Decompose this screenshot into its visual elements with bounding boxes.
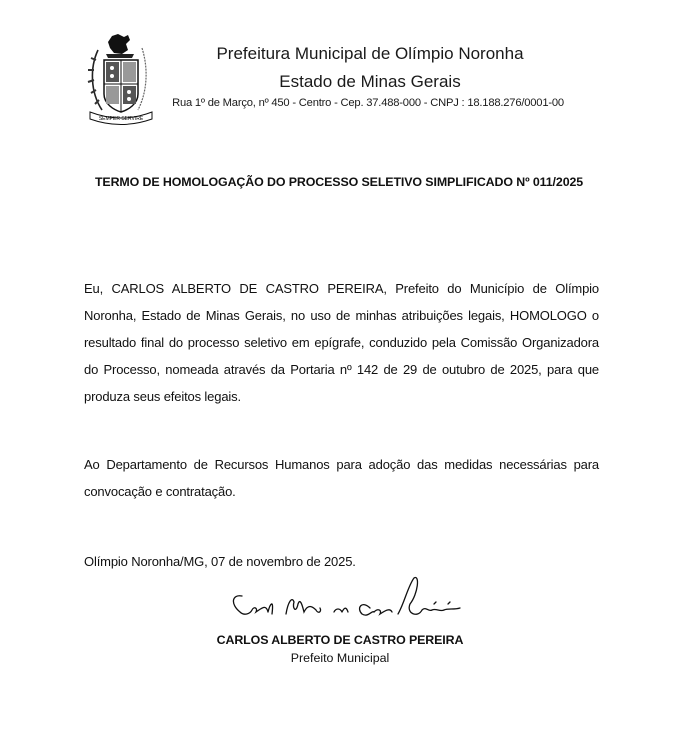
- municipal-coat-of-arms-icon: [84, 32, 158, 127]
- handwritten-signature-icon: [222, 574, 472, 634]
- place-date: Olímpio Noronha/MG, 07 de novembro de 2025.: [84, 554, 356, 569]
- state-name: Estado de Minas Gerais: [279, 72, 461, 91]
- homologation-paragraph: Eu, CARLOS ALBERTO DE CASTRO PEREIRA, Prefeito do Município de Olímpio Noronha, Estado de Minas Gerais, no uso de minhas atribuições legais, HOMOLOGO o resultado final do processo seletivo em epígrafe, conduzido pela Comissão Organizadora do Processo, nomeada através da Portaria nº 142 de 29 de outubro de 2025, para que produza seus efeitos legais.: [84, 281, 599, 404]
- svg-text:SEMPER SERVIRE: SEMPER SERVIRE: [98, 116, 144, 122]
- address-line: Rua 1º de Março, nº 450 - Centro - Cep. 37.488-000 - CNPJ : 18.188.276/0001-00: [172, 97, 564, 109]
- document-title: TERMO DE HOMOLOGAÇÃO DO PROCESSO SELETIVO SIMPLIFICADO Nº 011/2025: [94, 175, 584, 189]
- hr-referral-paragraph: Ao Departamento de Recursos Humanos para adoção das medidas necessárias para convocação e contratação.: [84, 457, 599, 499]
- signatory-role: Prefeito Municipal: [290, 651, 390, 665]
- signatory-name: CARLOS ALBERTO DE CASTRO PEREIRA: [216, 633, 464, 647]
- municipality-name: Prefeitura Municipal de Olímpio Noronha: [216, 44, 524, 63]
